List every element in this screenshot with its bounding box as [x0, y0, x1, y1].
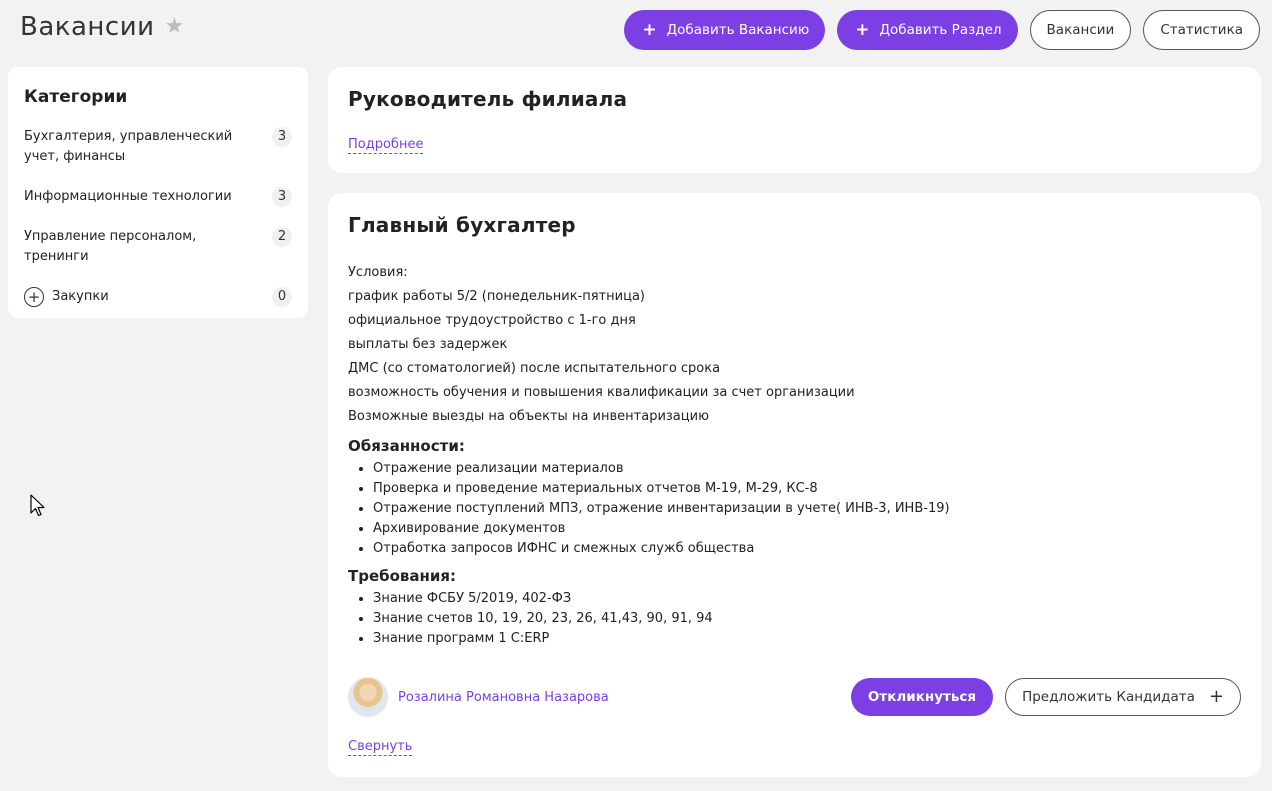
list-item: • Знание счетов 10, 19, 20, 23, 26, 41,43, 90, 91, 94 — [373, 609, 1241, 629]
conditions-block — [348, 261, 1241, 429]
list-item: • Отработка запросов ИФНС и смежных служб общества — [373, 539, 1241, 559]
condition-line: Условия: — [348, 265, 408, 280]
condition-line: официальное трудоустройство с 1-го дня — [348, 313, 636, 328]
add-circle-icon[interactable]: + — [24, 287, 44, 307]
list-item: • Отражение поступлений МПЗ, отражение инвентаризации в учете( ИНВ-3, ИНВ-19) — [373, 499, 1241, 519]
plus-icon: + — [855, 19, 870, 40]
categories-sidebar — [8, 67, 308, 318]
plus-icon: + — [642, 19, 657, 40]
page-title-wrap — [20, 12, 185, 42]
sidebar-title: Категории — [24, 87, 128, 107]
footer-actions — [851, 678, 1241, 716]
category-count: 3 — [272, 187, 292, 207]
condition-line: Возможные выезды на объекты на инвентаризацию — [348, 409, 710, 424]
category-item-hr[interactable] — [24, 227, 292, 267]
category-count: 0 — [272, 287, 292, 307]
category-label: Информационные технологии — [24, 189, 232, 204]
category-label: Бухгалтерия, управленческий учет, финансы — [24, 129, 233, 164]
category-label: Управление персоналом, тренинги — [24, 229, 197, 264]
duties-title: Обязанности: — [348, 437, 465, 455]
propose-candidate-button[interactable] — [1005, 678, 1241, 716]
requirements-title: Требования: — [348, 567, 457, 585]
collapse-link[interactable]: Свернуть — [348, 739, 413, 754]
statistics-button[interactable]: Статистика — [1143, 10, 1260, 50]
duties-list — [373, 459, 1241, 559]
list-item: • Проверка и проведение материальных отчетов М-19, М-29, КС-8 — [373, 479, 1241, 499]
respond-button[interactable]: Откликнуться — [851, 678, 993, 716]
requirements-list — [373, 589, 1241, 649]
category-count: 3 — [272, 127, 292, 147]
header-actions — [624, 10, 1260, 50]
category-item-it[interactable] — [24, 187, 292, 207]
category-item-purchases[interactable] — [24, 287, 292, 307]
avatar — [348, 677, 388, 717]
star-icon[interactable]: ★ — [164, 14, 185, 39]
list-item: • Отражение реализации материалов — [373, 459, 1241, 479]
vacancy-title[interactable]: Руководитель филиала — [348, 87, 628, 111]
list-item: • Знание программ 1 С:ERP — [373, 629, 1241, 649]
vacancy-card — [328, 67, 1261, 173]
category-item-accounting[interactable] — [24, 127, 292, 167]
category-label: Закупки — [52, 289, 109, 304]
condition-line: возможность обучения и повышения квалификации за счет организации — [348, 385, 855, 400]
category-label-wrap — [24, 287, 109, 307]
plus-icon: + — [1208, 686, 1224, 707]
vacancy-title[interactable]: Главный бухгалтер — [348, 213, 576, 237]
vacancy-footer — [348, 677, 1241, 717]
add-vacancy-button[interactable] — [624, 10, 825, 50]
list-item: • Архивирование документов — [373, 519, 1241, 539]
propose-candidate-label: Предложить Кандидата — [1022, 689, 1195, 705]
category-count: 2 — [272, 227, 292, 247]
list-item: • Знание ФСБУ 5/2019, 402-ФЗ — [373, 589, 1241, 609]
author-name[interactable]: Розалина Романовна Назарова — [398, 689, 609, 705]
more-link[interactable]: Подробнее — [348, 137, 424, 152]
vacancies-button[interactable]: Вакансии — [1030, 10, 1132, 50]
page-title: Вакансии — [20, 12, 155, 42]
mouse-cursor-icon — [30, 494, 46, 518]
condition-line: график работы 5/2 (понедельник-пятница) — [348, 289, 646, 304]
vacancy-card-expanded — [328, 193, 1261, 777]
add-vacancy-label: Добавить Вакансию — [666, 22, 810, 38]
condition-line: ДМС (со стоматологией) после испытательного срока — [348, 361, 721, 376]
add-section-label: Добавить Раздел — [879, 22, 1002, 38]
condition-line: выплаты без задержек — [348, 337, 508, 352]
add-section-button[interactable] — [837, 10, 1017, 50]
author[interactable] — [348, 677, 609, 717]
